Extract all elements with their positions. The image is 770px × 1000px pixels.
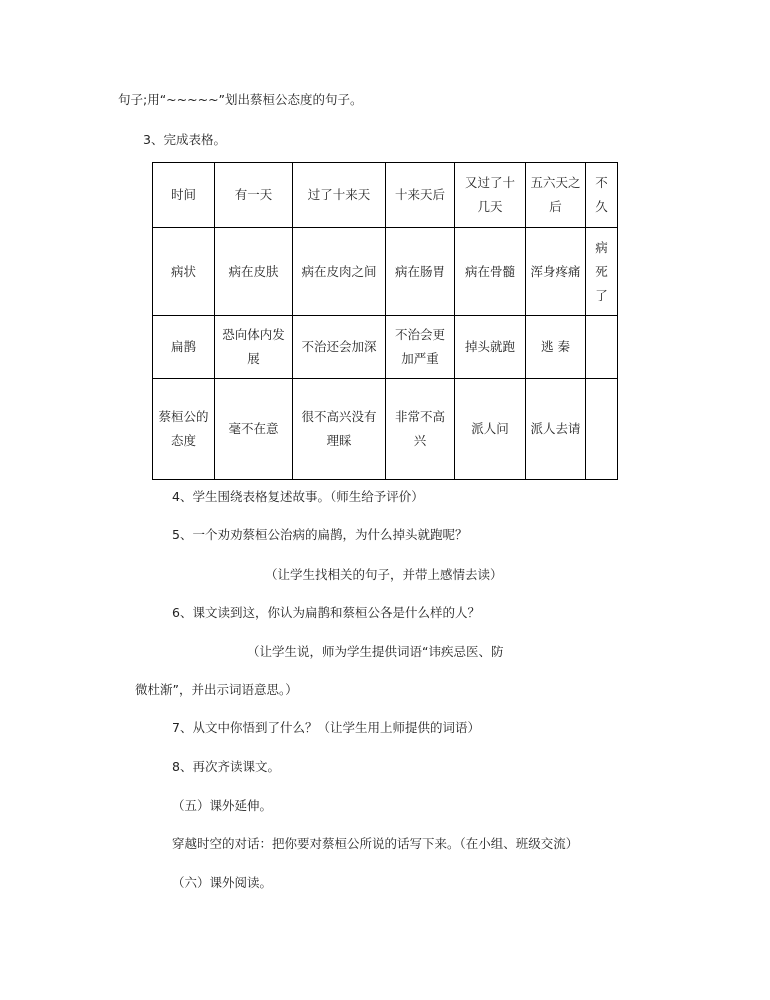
table-cell: 掉头就跑 — [455, 316, 526, 379]
story-table — [152, 162, 618, 480]
table-cell: 病在骨髓 — [455, 228, 526, 316]
table-cell: 时间 — [153, 163, 215, 228]
intro-line: 句子;用“~~~~~”划出蔡桓公态度的句子。 — [118, 92, 363, 107]
table-cell — [586, 316, 618, 379]
table-cell: 过了十来天 — [293, 163, 386, 228]
table-cell: 蔡桓公的态度 — [153, 379, 215, 480]
step-6-note-b: 微杜渐”，并出示词语意思。） — [135, 682, 298, 697]
step-4-text: 4、学生围绕表格复述故事。（师生给予评价） — [172, 489, 424, 504]
table-cell: 恐向体内发展 — [215, 316, 293, 379]
table-cell: 逃 秦 — [526, 316, 586, 379]
step-6-text: 6、课文读到这，你认为扁鹊和蔡桓公各是什么样的人？ — [172, 605, 480, 620]
table-cell: 非常不高兴 — [386, 379, 455, 480]
step-6-note-a: （让学生说，师为学生提供词语“讳疾忌医、防 — [247, 644, 504, 659]
table-cell: 不久 — [586, 163, 618, 228]
table-cell: 病在肠胃 — [386, 228, 455, 316]
table-cell: 病在皮肤 — [215, 228, 293, 316]
table-cell: 浑身疼痛 — [526, 228, 586, 316]
table-row-time — [153, 163, 618, 228]
table-cell: 很不高兴没有理睬 — [293, 379, 386, 480]
table-cell: 又过了十几天 — [455, 163, 526, 228]
table-cell: 不治还会加深 — [293, 316, 386, 379]
step-5-note: （让学生找相关的句子，并带上感情去读） — [265, 567, 503, 582]
table-cell: 病在皮肉之间 — [293, 228, 386, 316]
section-6-heading: （六）课外阅读。 — [172, 875, 273, 890]
table-cell: 派人问 — [455, 379, 526, 480]
table-row-bianque — [153, 316, 618, 379]
step-5-text: 5、一个劝劝蔡桓公治病的扁鹊，为什么掉头就跑呢？ — [172, 527, 468, 542]
table-cell: 十来天后 — [386, 163, 455, 228]
section-5-text: 穿越时空的对话：把你要对蔡桓公所说的话写下来。（在小组、班级交流） — [172, 836, 579, 851]
table-cell: 派人去请 — [526, 379, 586, 480]
table-cell: 扁鹊 — [153, 316, 215, 379]
step-8-text: 8、再次齐读课文。 — [172, 759, 280, 774]
table-cell: 病死了 — [586, 228, 618, 316]
table-row-attitude — [153, 379, 618, 480]
table-cell: 不治会更加严重 — [386, 316, 455, 379]
table-cell: 毫不在意 — [215, 379, 293, 480]
table-cell: 病状 — [153, 228, 215, 316]
table-cell — [586, 379, 618, 480]
step-7-text: 7、从文中你悟到了什么？（让学生用上师提供的词语） — [172, 720, 480, 735]
table-cell: 五六天之后 — [526, 163, 586, 228]
table-row-symptom — [153, 228, 618, 316]
table-cell: 有一天 — [215, 163, 293, 228]
section-5-heading: （五）课外延伸。 — [172, 798, 273, 813]
step-3-heading: 3、完成表格。 — [143, 132, 226, 147]
